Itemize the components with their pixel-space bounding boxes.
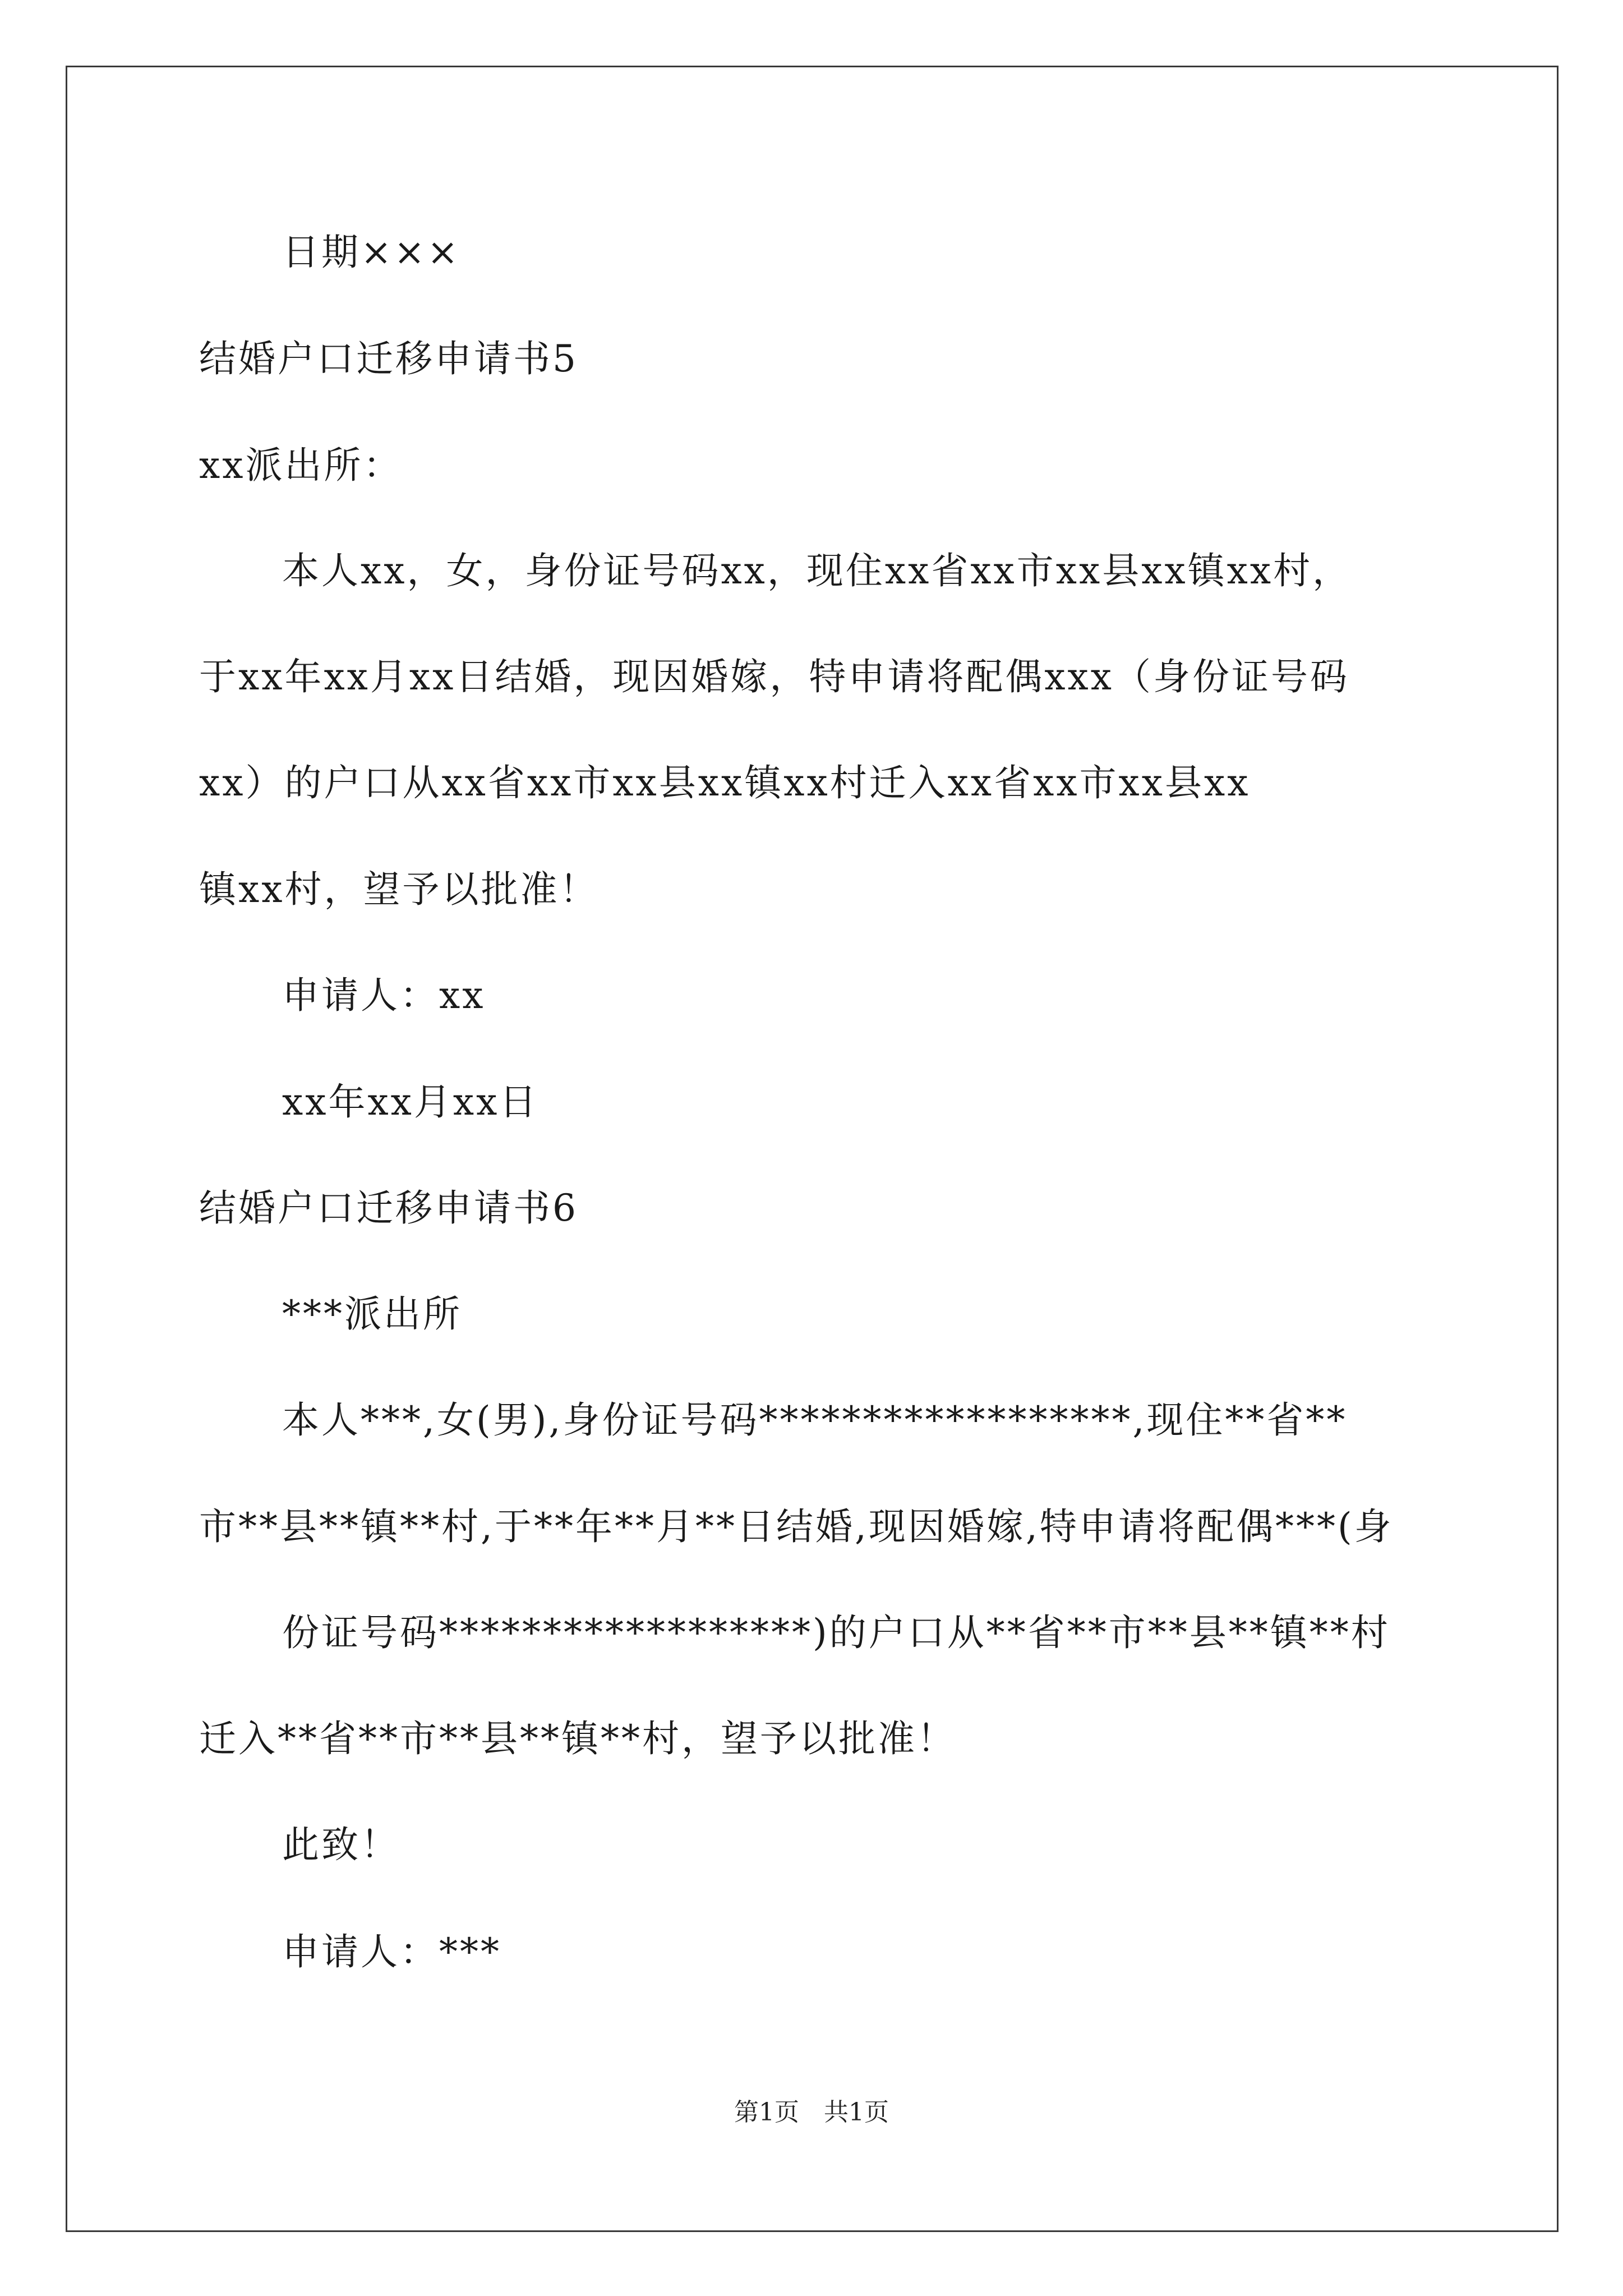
section-title-5: 结婚户口迁移申请书5 — [199, 337, 578, 380]
body-line-6-2: 市**县**镇**村,于**年**月**日结婚,现因婚嫁,特申请将配偶***(身 — [199, 1505, 1394, 1548]
body-line-6-4: 迁入**省**市**县**镇**村，望予以批准！ — [199, 1717, 956, 1760]
addressee-5: xx派出所： — [199, 444, 403, 487]
body-line-6-3: 份证号码******************)的户口从**省**市**县**镇**村 — [282, 1611, 1390, 1654]
applicant-6: 申请人：*** — [282, 1930, 501, 1973]
body-line-5-4: 镇xx村，望予以批准！ — [199, 868, 599, 911]
sign-date-5: xx年xx月xx日 — [282, 1080, 539, 1124]
addressee-6: ***派出所 — [282, 1292, 462, 1336]
page-number: 第1页 共1页 — [734, 2098, 889, 2127]
body-line-5-1: 本人xx，女，身份证号码xx，现住xx省xx市xx县xx镇xx村， — [282, 549, 1352, 592]
closing-6: 此致！ — [282, 1823, 400, 1866]
date-line: 日期××× — [282, 231, 460, 274]
applicant-5: 申请人：xx — [282, 974, 486, 1017]
body-line-5-3: xx）的户口从xx省xx市xx县xx镇xx村迁入xx省xx市xx县xx — [199, 761, 1251, 804]
section-title-6: 结婚户口迁移申请书6 — [199, 1186, 578, 1230]
body-line-5-2: 于xx年xx月xx日结婚，现因婚嫁，特申请将配偶xxx（身份证号码 — [199, 655, 1349, 698]
body-line-6-1: 本人***,女(男),身份证号码******************,现住**省** — [282, 1398, 1348, 1442]
page-border — [66, 66, 1559, 2232]
